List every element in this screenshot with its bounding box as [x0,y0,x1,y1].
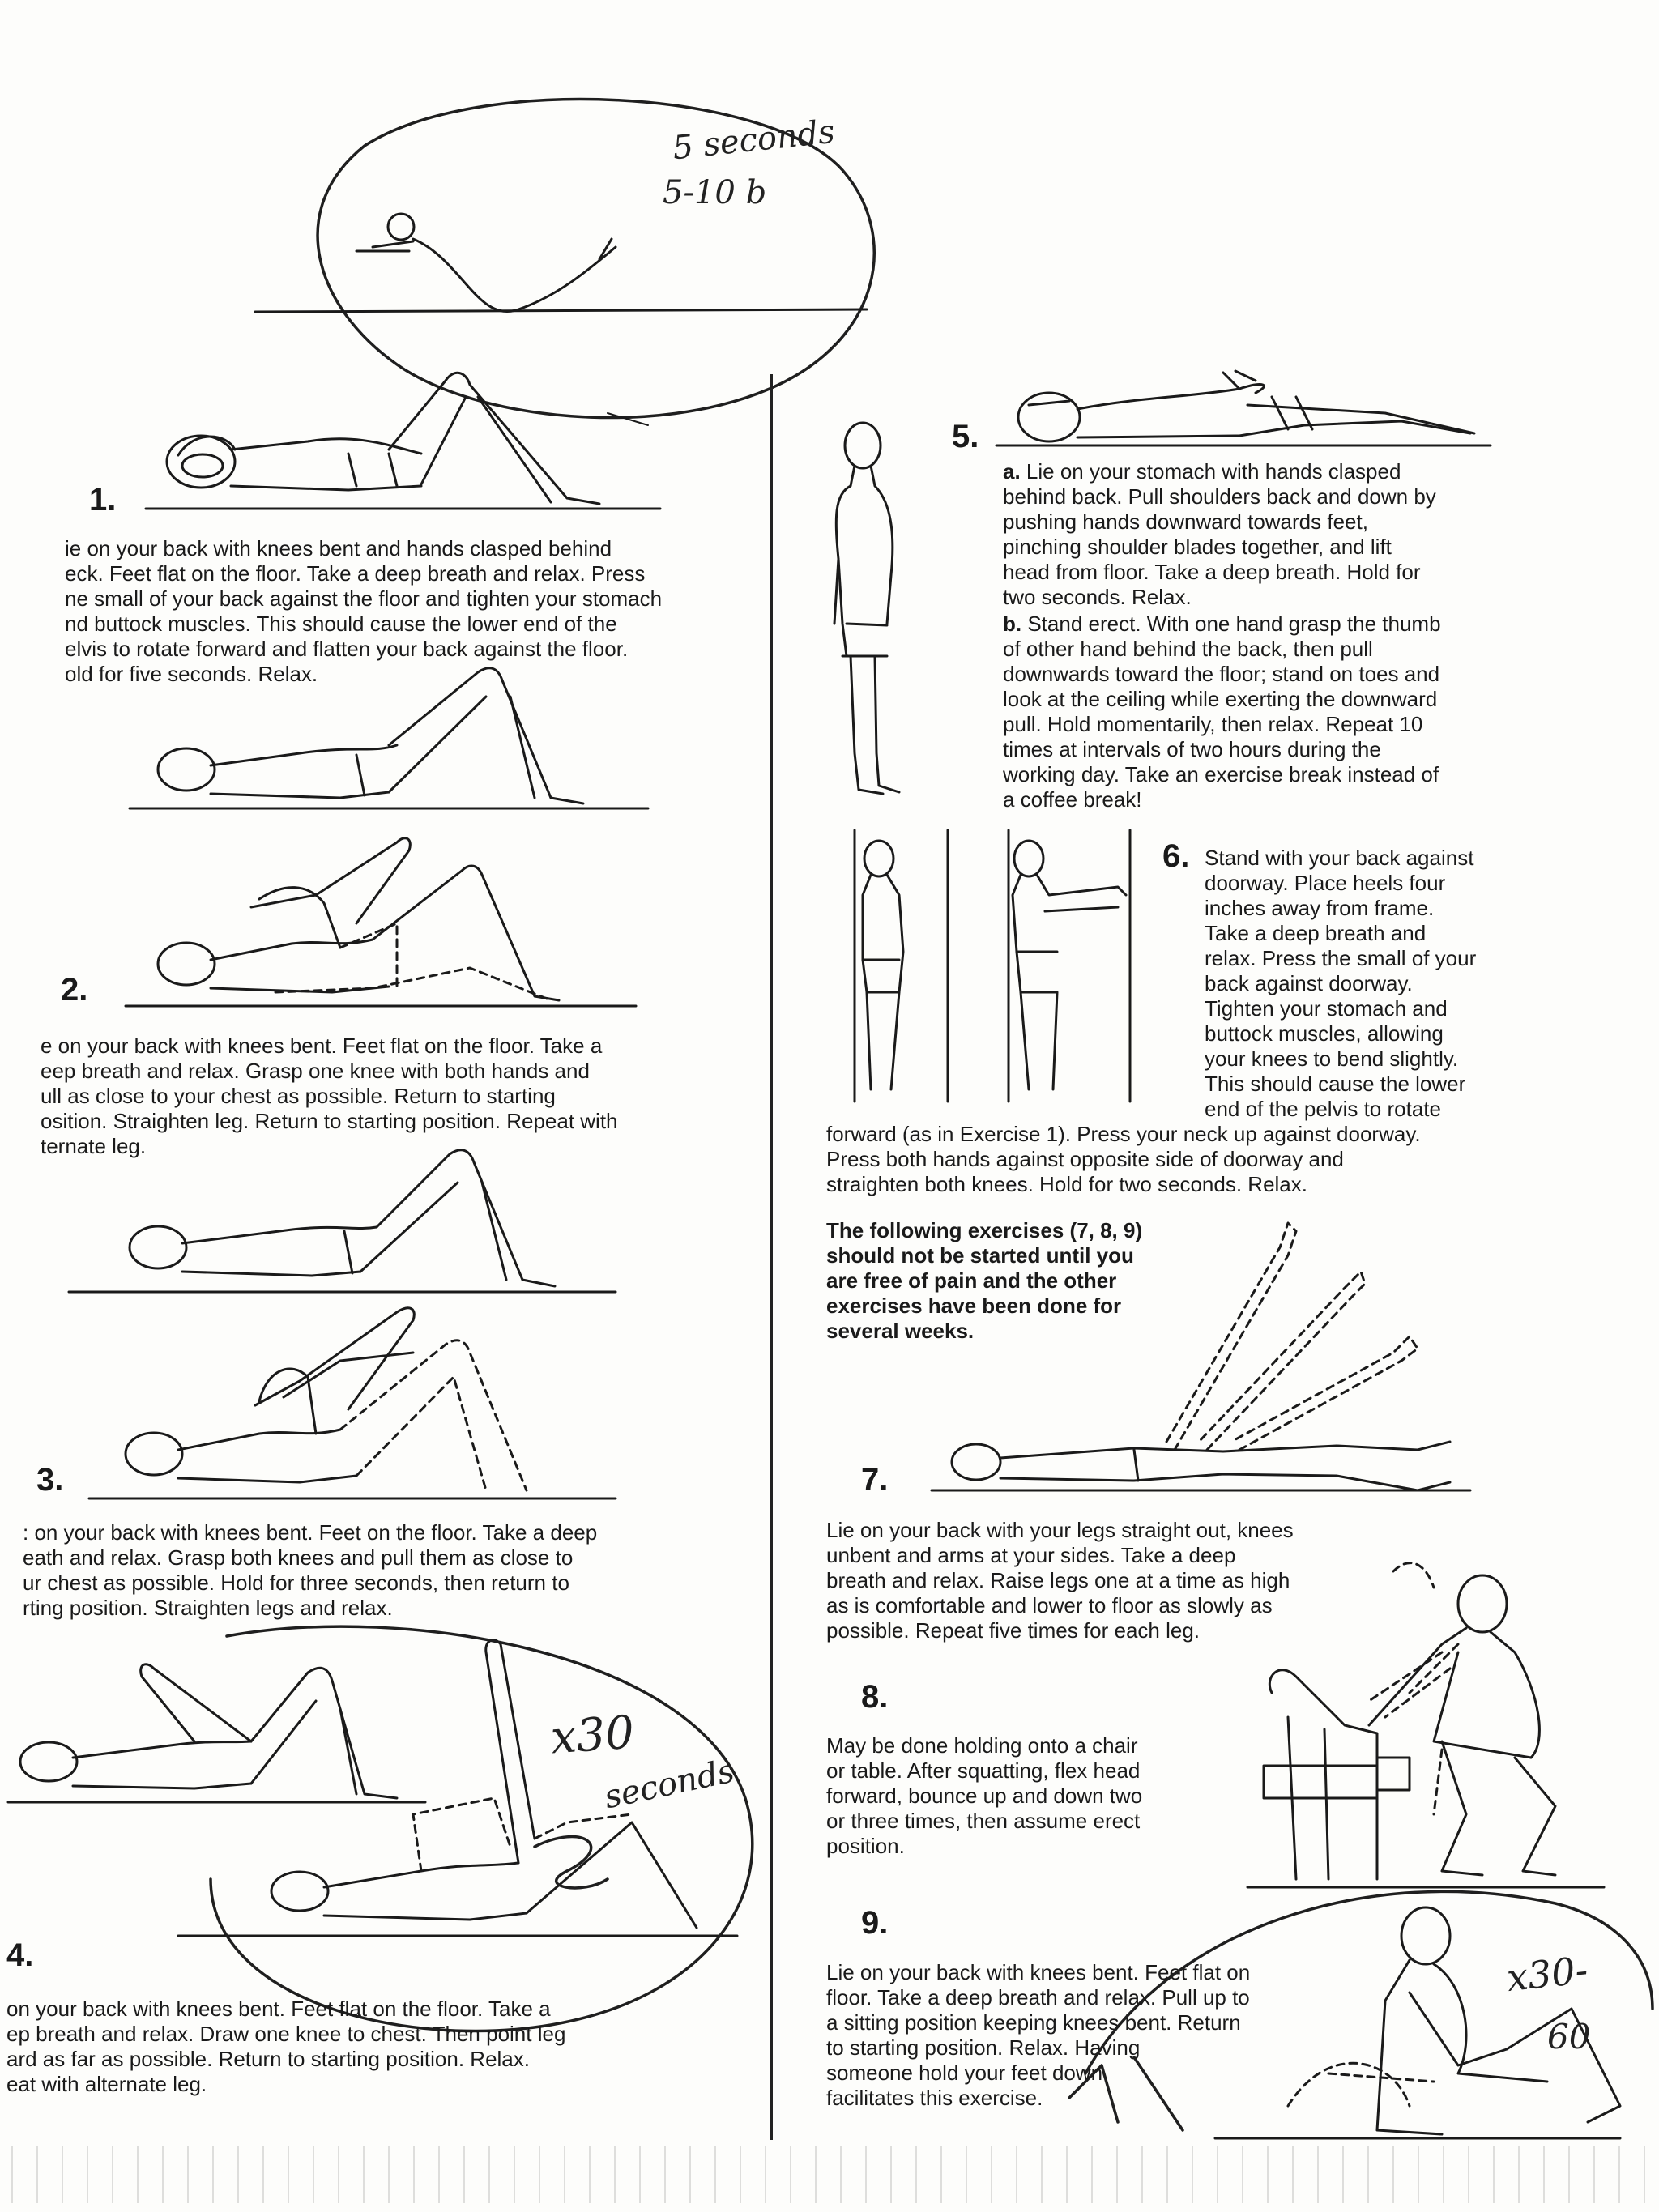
annotation-5-seconds: 5 seconds [671,113,837,168]
exercise-8-line: or table. After squatting, flex head [826,1758,1141,1783]
exercise-5a-line: pushing hands downward towards feet, [1003,509,1368,534]
exercise-7-line: Lie on your back with your legs straight out, knees [826,1518,1294,1542]
exercise-3-line: ur chest as possible. Hold for three seconds, then return to [23,1571,569,1595]
warning-line: are free of pain and the other [826,1268,1117,1293]
exercise-5a-label: a. [1003,459,1021,484]
exercise-6-text-narrow [1205,846,1476,1122]
exercise-1-line: old for five seconds. Relax. [65,662,318,686]
exercise-6-line: Press both hands against opposite side of doorway and [826,1147,1344,1171]
exercise-3-figure-start [69,1150,620,1296]
exercise-5a-line: a. Lie on your stomach with hands clasped [1003,459,1401,484]
exercise-5a-line: two seconds. Relax. [1003,585,1192,609]
exercise-6-figure-doorway [851,830,1142,1106]
exercise-8-line: May be done holding onto a chair [826,1733,1138,1758]
exercise-1-number: 1. [89,482,117,518]
warning-line: exercises have been done for [826,1294,1122,1318]
exercise-6-line: Tighten your stomach and [1205,996,1448,1021]
exercise-2-text [41,1034,618,1159]
exercise-8-line: position. [826,1834,905,1858]
exercise-1-line: ne small of your back against the floor and tighten your stomach [65,586,663,611]
exercise-3-figure-knees [97,1304,616,1502]
exercise-5-figure-prone [996,356,1499,454]
exercise-6-line: back against doorway. [1205,971,1413,995]
exercise-9-line: someone hold your feet down [826,2061,1103,2085]
exercise-5-number: 5. [952,419,979,454]
annotation-seconds: seconds [600,1752,738,1817]
exercise-6-line: doorway. Place heels four [1205,871,1446,895]
exercise-9-line: Lie on your back with knees bent. Feet flat on [826,1960,1251,1984]
exercise-2-line: osition. Straighten leg. Return to starting position. Repeat with [41,1109,618,1133]
exercise-9-line: a sitting position keeping knees bent. Return [826,2010,1241,2035]
exercise-9-line: facilitates this exercise. [826,2086,1043,2110]
exercise-4-number: 4. [6,1937,34,1973]
exercise-4-line: eat with alternate leg. [6,2072,207,2096]
exercise-6-text-wide [826,1122,1421,1197]
exercise-5b-line: a coffee break! [1003,787,1142,812]
exercise-4-line: on your back with knees bent. Feet flat on the floor. Take a [6,1997,551,2021]
exercise-3-line: rting position. Straighten legs and relax. [23,1596,393,1620]
exercise-8-line: or three times, then assume erect [826,1809,1141,1833]
annotation-5-10: 5-10 b [663,174,767,211]
exercise-2-figure-knee [130,826,648,1008]
exercise-7-line: as is comfortable and lower to floor as slowly as [826,1593,1273,1617]
exercise-5b-label: b. [1003,612,1022,636]
exercise-6-line: Take a deep breath and [1205,921,1427,945]
exercise-6-line: forward (as in Exercise 1). Press your neck up against doorway. [826,1122,1421,1146]
scan-noise-strip [0,2146,1659,2203]
exercise-7-line: unbent and arms at your sides. Take a deep [826,1543,1236,1567]
exercise-9-number: 9. [861,1905,889,1941]
exercise-1-line: nd buttock muscles. This should cause the lower end of the [65,612,617,636]
exercise-7-text [826,1518,1294,1643]
exercise-1-line: ie on your back with knees bent and hands clasped behind [65,536,612,560]
exercise-5-figure-standing [818,413,915,802]
exercise-2-line: ull as close to your chest as possible. Return to starting [41,1084,556,1108]
exercise-6-line: Stand with your back against [1205,846,1474,870]
exercise-5-text [1003,459,1441,812]
exercise-6-line: your knees to bend slightly. [1205,1046,1459,1071]
exercise-2-number: 2. [61,972,88,1008]
column-divider [770,374,773,2140]
exercise-5b-line: look at the ceiling while exerting the downward [1003,687,1438,711]
exercise-9-line: to starting position. Relax. Having [826,2035,1141,2060]
exercise-5b-line: times at intervals of two hours during the [1003,737,1381,761]
exercise-2-figure-start [130,664,648,814]
annotation-x30-60: x30- [1504,1947,1590,2001]
exercise-3-number: 3. [36,1462,64,1498]
exercise-9-figure [1166,1863,1653,2146]
exercise-9-line: floor. Take a deep breath and relax. Pull up to [826,1985,1250,2010]
annotation-x30: x30 [548,1706,636,1765]
exercise-7-number: 7. [861,1462,889,1498]
exercise-6-line: relax. Press the small of your [1205,946,1477,970]
exercise-4-line: ep breath and relax. Draw one knee to chest. Then point leg [6,2022,566,2046]
exercise-6-line: inches away from frame. [1205,896,1435,920]
exercise-3-line: : on your back with knees bent. Feet on the floor. Take a deep [23,1520,598,1545]
exercise-6-line: end of the pelvis to rotate [1205,1097,1441,1121]
warning-line: several weeks. [826,1319,975,1343]
exercise-2-line: e on your back with knees bent. Feet flat on the floor. Take a [41,1034,603,1058]
exercise-8-text [826,1733,1142,1859]
exercise-2-line: eep breath and relax. Grasp one knee with both hands and [41,1059,590,1083]
exercise-1-line: eck. Feet flat on the floor. Take a deep breath and relax. Press [65,561,646,586]
exercise-5b-line: of other hand behind the back, then pull [1003,637,1373,661]
exercise-7-figure [932,1223,1474,1498]
exercise-1-figure [146,364,664,518]
exercise-5a-line: behind back. Pull shoulders back and down by [1003,484,1436,509]
exercise-5b-line: downwards toward the floor; stand on toes and [1003,662,1440,686]
exercise-6-line: straighten both knees. Hold for two seconds. Relax. [826,1172,1307,1196]
exercise-8-number: 8. [861,1679,889,1715]
exercise-6-line: This should cause the lower [1205,1072,1466,1096]
exercise-5b-line: pull. Hold momentarily, then relax. Repeat 10 [1003,712,1423,736]
exercise-5b-line: b. Stand erect. With one hand grasp the thumb [1003,612,1441,636]
exercise-3-line: eath and relax. Grasp both knees and pull them as close to [23,1545,574,1570]
exercise-5b-line: working day. Take an exercise break instead of [1003,762,1439,786]
warning-line: The following exercises (7, 8, 9) [826,1218,1143,1242]
warning-line: should not be started until you [826,1243,1134,1268]
exercise-4-text [6,1997,565,2097]
exercise-8-line: forward, bounce up and down two [826,1784,1143,1808]
annotation-60: 60 [1547,2017,1591,2056]
exercise-7-line: possible. Repeat five times for each leg. [826,1618,1201,1643]
exercise-5a-line: head from floor. Take a deep breath. Hold for [1003,560,1421,584]
exercise-2-line: ternate leg. [41,1134,147,1158]
exercise-7-line: breath and relax. Raise legs one at a time as high [826,1568,1290,1592]
exercise-1-line: elvis to rotate forward and flatten your back against the floor. [65,637,629,661]
exercise-8-figure-chair [1247,1555,1612,1895]
exercise-5a-line: pinching shoulder blades together, and lift [1003,535,1392,559]
exercise-4-line: ard as far as possible. Return to starting position. Relax. [6,2047,530,2071]
exercise-3-text [23,1520,597,1621]
exercise-6-line: buttock muscles, allowing [1205,1021,1444,1046]
exercise-6-number: 6. [1162,838,1190,874]
